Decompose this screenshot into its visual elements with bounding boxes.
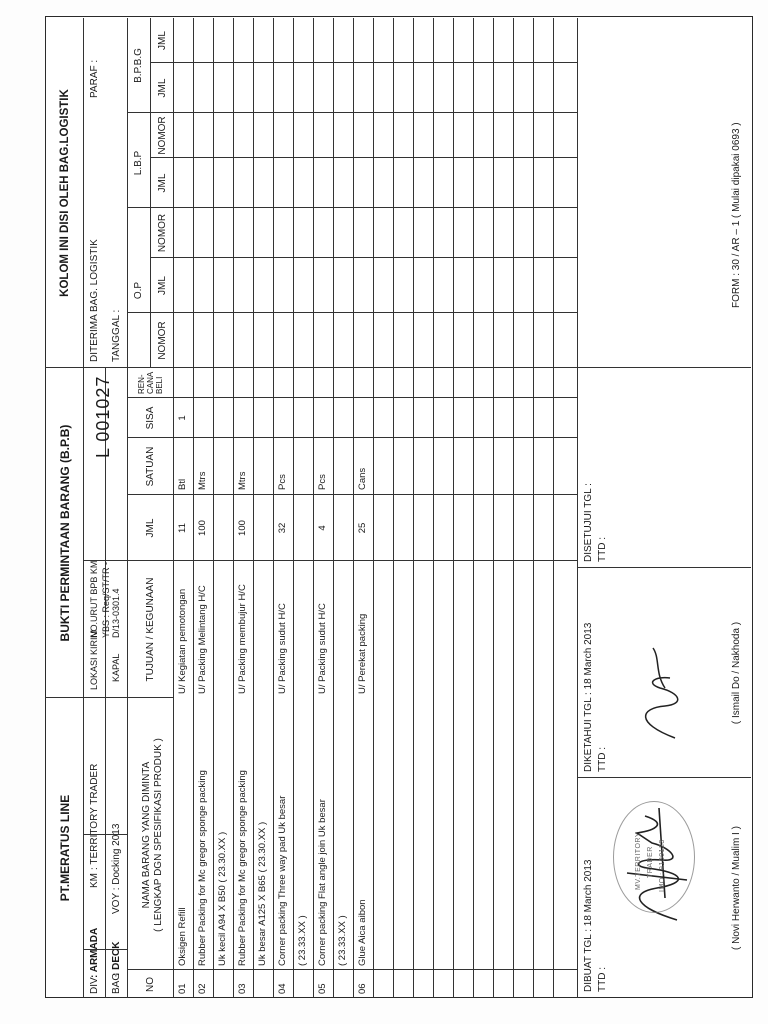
ttd-label-2: TTD : (597, 747, 608, 772)
logistic-subheader-line (150, 18, 151, 368)
paraf-label: PARAF : (89, 59, 100, 98)
cell-tujuan: U/ Packing Melintang H/C (197, 585, 208, 694)
row-grid-line (313, 18, 314, 998)
row-grid-line (193, 18, 194, 998)
logistic-title: KOLOM INI DISI OLEH BAG.LOGISTIK (59, 89, 71, 297)
diterima-label: DITERIMA BAG. LOGISTIK (89, 239, 100, 362)
table-bottom (577, 18, 578, 998)
row-grid-line (293, 18, 294, 998)
cell-nama: Corner packing Flat angle join Uk besar (317, 799, 328, 966)
col-line-nama (127, 560, 577, 561)
ttd-label-1: TTD : (597, 967, 608, 992)
ship-stamp (613, 801, 695, 913)
bag-value: : DECK (111, 941, 122, 976)
col-header-bpbg-nomor: NOMOR (157, 116, 168, 155)
diketahui-label: DIKETAHUI TGL : 18 March 2013 (583, 622, 594, 772)
signature-nakhoda (625, 628, 695, 748)
col-header-nama-1: NAMA BARANG YANG DIMINTA (141, 761, 152, 909)
div-label: DIV (89, 977, 100, 994)
row-grid-line (533, 18, 534, 998)
col-header-rencana-beli: REN- CANA BELI (137, 372, 165, 394)
cell-tujuan: U/ Packing sudut H/C (317, 603, 328, 694)
cell-nama: ( 23.33.XX ) (337, 915, 348, 966)
row-grid-line (453, 18, 454, 998)
row-grid-line (393, 18, 394, 998)
col-header-op-nomor: NOMOR (157, 321, 168, 360)
signer-1-name: ( Novi Herwanto / Mualim I ) (731, 826, 742, 950)
cell-tujuan: U/ Kegiatan pemotongan (177, 588, 188, 694)
stamp-line-1: MV.TERRITORY (635, 832, 642, 890)
col-header-tujuan: TUJUAN / KEGUNAAN (145, 577, 156, 682)
cell-tujuan: U/ Perekat packing (357, 613, 368, 694)
cell-no: 03 (237, 983, 248, 994)
stamp-line-2: TRADER (647, 846, 654, 878)
row-grid-line (413, 18, 414, 998)
col-header-nama-2: ( LENGKAP DGN SPESIFIKASI PRODUK ) (153, 738, 164, 932)
form-number: L 001027 (93, 375, 113, 458)
footer-split-1 (577, 777, 751, 778)
cell-jml: 100 (237, 520, 248, 536)
km-label: KM (89, 873, 100, 888)
col-header-no: NO (145, 977, 156, 992)
cell-nama: Rubber Packing for Mc gregor sponge packing (237, 770, 248, 966)
cell-nama: Uk besar A125 X B65 ( 23.30.XX ) (257, 821, 268, 966)
cell-tujuan: U/ Packing sudut H/C (277, 603, 288, 694)
cell-sisa: 1 (177, 415, 188, 421)
col-header-extra-jml: JML (157, 31, 168, 50)
ttd-label-3: TTD : (597, 537, 608, 562)
company-name: PT.MERATUS LINE (58, 794, 72, 902)
header-split-2 (45, 367, 751, 368)
info-divider-1 (105, 368, 106, 998)
col-header-lbp-nomor: NOMOR (157, 213, 168, 253)
bpb-form-sheet (45, 14, 757, 998)
dibuat-label: DIBUAT TGL : 18 March 2013 (583, 859, 594, 992)
cell-nama: ( 23.33.XX ) (297, 915, 308, 966)
row-grid-line (213, 18, 214, 998)
tanggal-label: TANGGAL : (111, 309, 122, 362)
cell-satuan: Mtrs (237, 471, 248, 490)
kapal-label: KAPAL (111, 653, 121, 682)
col-header-sisa: SISA (145, 406, 156, 430)
col-header-op: O.P (133, 281, 144, 300)
cell-jml: 32 (277, 522, 288, 534)
cell-jml: 25 (357, 522, 368, 534)
header-divider (83, 18, 84, 998)
cell-jml: 100 (197, 520, 208, 536)
row-grid-line (333, 18, 334, 998)
col-line-bpbg (127, 112, 577, 113)
row-grid-line (253, 18, 254, 998)
cell-satuan: Pcs (317, 474, 328, 490)
col-header-jml: JML (145, 518, 156, 538)
row-grid-line (273, 18, 274, 998)
form-code: FORM : 30 / AR – 1 ( Mulai dipakai 0693 ) (731, 122, 742, 308)
disetujui-label: DISETUJUI TGL : (583, 483, 594, 562)
lokasi-kirim-label: LOKASI KIRIM (89, 629, 99, 690)
cell-no: 06 (357, 983, 368, 994)
info-divider-2 (127, 18, 128, 998)
col-line-lbp (127, 207, 577, 208)
km-value: : TERRITORY TRADER (89, 763, 100, 870)
cell-jml: 4 (317, 525, 328, 531)
cell-nama: Oksigen Refill (177, 907, 188, 966)
col-line-sisa (127, 397, 577, 398)
form-title: BUKTI PERMINTAAN BARANG (B.P.B) (58, 424, 72, 642)
col-header-bpbg-jml: JML (157, 78, 168, 98)
no-urut-value: YBS : Req/ST/TR - D/13-0301.4 (101, 561, 122, 638)
stamp-line-3: IMO : 9130123 (659, 839, 666, 892)
row-grid-line (373, 18, 374, 998)
cell-no: 01 (177, 983, 188, 994)
row-grid-line (493, 18, 494, 998)
row-grid-line (553, 18, 554, 998)
cell-jml: 11 (177, 523, 188, 533)
voy-label: VOY : Docking 2013 (111, 823, 122, 914)
cell-nama: Glue Aica aibon (357, 899, 368, 966)
cell-nama: Corner packing Three way pad Uk besar (277, 795, 288, 966)
cell-no: 04 (277, 983, 288, 994)
cell-tujuan: U/ Packing membujur H/C (237, 584, 248, 694)
signer-2-name: ( Ismail Do / Nakhoda ) (731, 621, 742, 725)
row-grid-line (233, 18, 234, 998)
no-urut-label: NO.URUT BPB KM (89, 560, 99, 638)
cell-no: 02 (197, 983, 208, 994)
col-header-lbp-jml: JML (157, 173, 168, 193)
cell-satuan: Pcs (277, 474, 288, 490)
cell-no: 05 (317, 983, 328, 994)
bag-label: BAG (111, 972, 122, 994)
cell-nama: Uk kecil A94 X B50 ( 23.30.XX ) (217, 831, 228, 966)
col-header-bpbg: B.P.B.G (133, 48, 144, 83)
row-grid-line (473, 18, 474, 998)
col-line-op (127, 312, 577, 313)
footer-split-2 (577, 567, 751, 568)
col-header-lbp: L.B.P (133, 150, 144, 176)
row-grid-line (433, 18, 434, 998)
col-line-no (127, 969, 577, 970)
col-header-op-jml: JML (157, 276, 168, 295)
cell-nama: Rubber Packing for Mc gregor sponge packing (197, 770, 208, 966)
row-grid-line (353, 18, 354, 998)
col-line-satuan (127, 437, 577, 438)
row-grid-line (513, 18, 514, 998)
column-header-bottom (173, 18, 174, 998)
col-line-jml (127, 494, 577, 495)
cell-satuan: Btl (177, 478, 188, 490)
div-value: : ARMADA (89, 927, 100, 978)
cell-satuan: Mtrs (197, 471, 208, 490)
col-header-satuan: SATUAN (145, 446, 156, 487)
cell-satuan: Cans (357, 467, 368, 490)
